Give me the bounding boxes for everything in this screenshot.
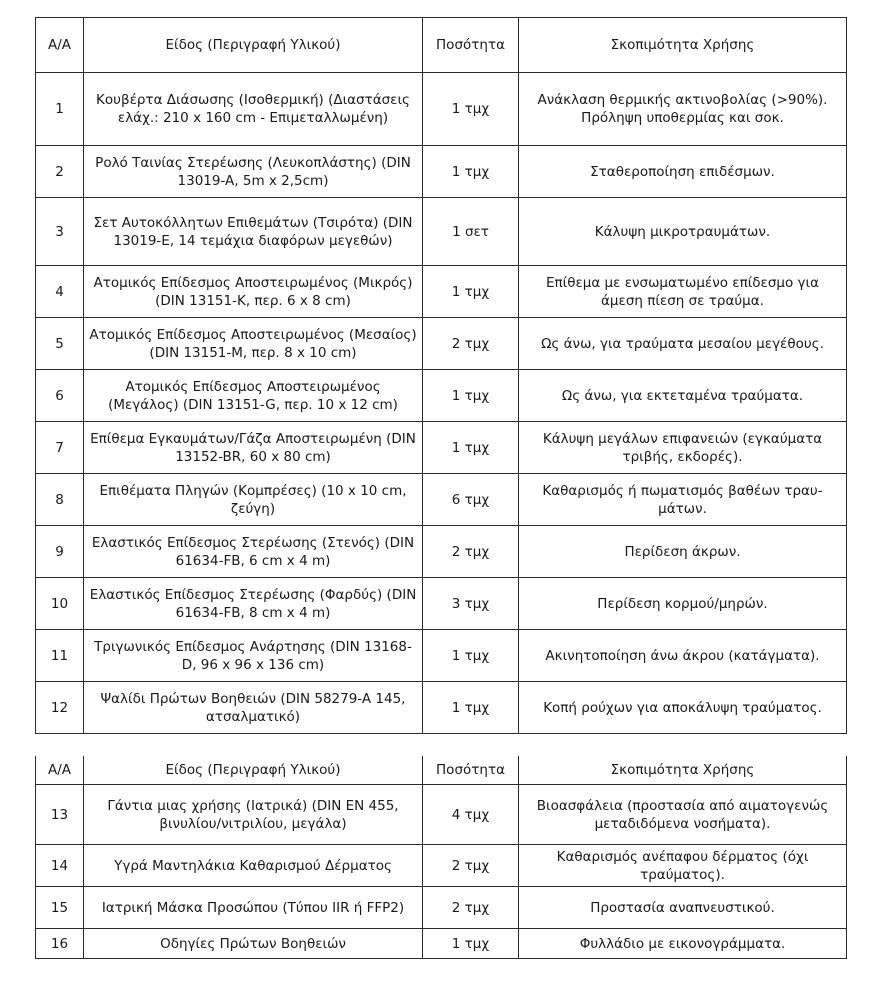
cell-item: Γάντια μιας χρήσης (Ιατρικά) (DIN EN 455, βινυλίου/νιτριλίου, μεγάλα)	[84, 785, 423, 845]
cell-number: 12	[36, 682, 84, 734]
table-row	[36, 929, 847, 959]
first-aid-table-part-1	[35, 17, 847, 734]
cell-quantity: 1 σετ	[423, 198, 519, 266]
cell-quantity: 1 τμχ	[423, 630, 519, 682]
cell-number: 2	[36, 146, 84, 198]
cell-purpose: Περίδεση άκρων.	[519, 526, 847, 578]
cell-number: 3	[36, 198, 84, 266]
header-no: A/A	[36, 756, 84, 785]
table-row	[36, 785, 847, 845]
table-row	[36, 370, 847, 422]
cell-item: Ατομικός Επίδεσμος Αποστειρωμένος (Μεσαίος) (DIN 13151-M, περ. 8 x 10 cm)	[84, 318, 423, 370]
cell-purpose: Φυλλάδιο με εικονογράμματα.	[519, 929, 847, 959]
cell-purpose: Σταθεροποίηση επιδέσμων.	[519, 146, 847, 198]
cell-purpose: Κοπή ρούχων για αποκάλυψη τραύματος.	[519, 682, 847, 734]
cell-number: 5	[36, 318, 84, 370]
table-row	[36, 198, 847, 266]
header-purpose: Σκοπιμότητα Χρήσης	[519, 18, 847, 73]
cell-quantity: 1 τμχ	[423, 73, 519, 146]
cell-purpose: Βιοασφάλεια (προστασία από αιματογενώς μεταδιδόμενα νοσήματα).	[519, 785, 847, 845]
cell-quantity: 2 τμχ	[423, 526, 519, 578]
cell-item: Σετ Αυτοκόλλητων Επιθεμάτων (Τσιρότα) (DIN 13019-E, 14 τεμάχια διαφόρων μεγεθών)	[84, 198, 423, 266]
cell-number: 1	[36, 73, 84, 146]
cell-purpose: Επίθεμα με ενσωματωμένο επίδεσμο για άμεση πίεση σε τραύμα.	[519, 266, 847, 318]
table-row	[36, 887, 847, 929]
cell-item: Τριγωνικός Επίδεσμος Ανάρτησης (DIN 13168-D, 96 x 96 x 136 cm)	[84, 630, 423, 682]
cell-number: 8	[36, 474, 84, 526]
header-no: A/A	[36, 18, 84, 73]
cell-number: 4	[36, 266, 84, 318]
table-row	[36, 578, 847, 630]
table-row	[36, 474, 847, 526]
cell-item: Ιατρική Μάσκα Προσώπου (Τύπου IIR ή FFP2)	[84, 887, 423, 929]
cell-number: 9	[36, 526, 84, 578]
cell-purpose: Προστασία αναπνευστικού.	[519, 887, 847, 929]
table-row	[36, 73, 847, 146]
cell-purpose: Ως άνω, για τραύματα μεσαίου μεγέθους.	[519, 318, 847, 370]
cell-purpose: Ως άνω, για εκτεταμένα τραύματα.	[519, 370, 847, 422]
cell-quantity: 1 τμχ	[423, 929, 519, 959]
cell-purpose: Ανάκλαση θερμικής ακτινοβολίας (>90%). Πρόληψη υποθερμίας και σοκ.	[519, 73, 847, 146]
cell-number: 6	[36, 370, 84, 422]
cell-purpose: Κάλυψη μικροτραυμάτων.	[519, 198, 847, 266]
table-row	[36, 526, 847, 578]
cell-quantity: 2 τμχ	[423, 845, 519, 887]
cell-purpose: Περίδεση κορμού/μηρών.	[519, 578, 847, 630]
cell-item: Ρολό Ταινίας Στερέωσης (Λευκοπλάστης) (DIN 13019-A, 5m x 2,5cm)	[84, 146, 423, 198]
cell-quantity: 3 τμχ	[423, 578, 519, 630]
header-item: Είδος (Περιγραφή Υλικού)	[84, 18, 423, 73]
cell-quantity: 2 τμχ	[423, 318, 519, 370]
cell-item: Επιθέματα Πληγών (Κομπρέσες) (10 x 10 cm, ζεύγη)	[84, 474, 423, 526]
cell-quantity: 1 τμχ	[423, 422, 519, 474]
cell-purpose: Ακινητοποίηση άνω άκρου (κατάγματα).	[519, 630, 847, 682]
cell-number: 13	[36, 785, 84, 845]
cell-item: Ελαστικός Επίδεσμος Στερέωσης (Φαρδύς) (DIN 61634-FB, 8 cm x 4 m)	[84, 578, 423, 630]
header-qty: Ποσότητα	[423, 18, 519, 73]
cell-item: Κουβέρτα Διάσωσης (Ισοθερμική) (Διαστάσεις ελάχ.: 210 x 160 cm - Επιμεταλλωμένη)	[84, 73, 423, 146]
cell-number: 15	[36, 887, 84, 929]
cell-item: Οδηγίες Πρώτων Βοηθειών	[84, 929, 423, 959]
cell-number: 7	[36, 422, 84, 474]
table-row	[36, 845, 847, 887]
table-row	[36, 630, 847, 682]
header-purpose: Σκοπιμότητα Χρήσης	[519, 756, 847, 785]
cell-item: Υγρά Μαντηλάκια Καθαρισμού Δέρματος	[84, 845, 423, 887]
cell-number: 11	[36, 630, 84, 682]
cell-quantity: 6 τμχ	[423, 474, 519, 526]
page-break-gap	[0, 734, 878, 756]
cell-item: Ψαλίδι Πρώτων Βοηθειών (DIN 58279-A 145, ατσαλματικό)	[84, 682, 423, 734]
table-row	[36, 318, 847, 370]
table-row	[36, 266, 847, 318]
cell-quantity: 4 τμχ	[423, 785, 519, 845]
header-qty: Ποσότητα	[423, 756, 519, 785]
cell-purpose: Κάλυψη μεγάλων επιφανειών (εγκαύματα τριβής, εκδορές).	[519, 422, 847, 474]
cell-item: Ατομικός Επίδεσμος Αποστειρωμένος (Μεγάλος) (DIN 13151-G, περ. 10 x 12 cm)	[84, 370, 423, 422]
table-row	[36, 682, 847, 734]
table-header-row	[36, 756, 847, 785]
cell-quantity: 1 τμχ	[423, 146, 519, 198]
cell-number: 14	[36, 845, 84, 887]
header-item: Είδος (Περιγραφή Υλικού)	[84, 756, 423, 785]
cell-quantity: 2 τμχ	[423, 887, 519, 929]
cell-quantity: 1 τμχ	[423, 266, 519, 318]
cell-item: Ελαστικός Επίδεσμος Στερέωσης (Στενός) (DIN 61634-FB, 6 cm x 4 m)	[84, 526, 423, 578]
table-header-row	[36, 18, 847, 73]
table-row	[36, 146, 847, 198]
cell-item: Επίθεμα Εγκαυμάτων/Γάζα Αποστειρωμένη (DIN 13152-BR, 60 x 80 cm)	[84, 422, 423, 474]
cell-quantity: 1 τμχ	[423, 682, 519, 734]
cell-number: 10	[36, 578, 84, 630]
cell-purpose: Καθαρισμός ανέπαφου δέρματος (όχι τραύματος).	[519, 845, 847, 887]
cell-quantity: 1 τμχ	[423, 370, 519, 422]
cell-item: Ατομικός Επίδεσμος Αποστειρωμένος (Μικρός) (DIN 13151-K, περ. 6 x 8 cm)	[84, 266, 423, 318]
cell-number: 16	[36, 929, 84, 959]
first-aid-table-part-2	[35, 756, 847, 959]
bottom-cutoff	[0, 978, 878, 991]
cell-purpose: Καθαρισμός ή πωματισμός βαθέων τραυ-μάτων.	[519, 474, 847, 526]
table-row	[36, 422, 847, 474]
